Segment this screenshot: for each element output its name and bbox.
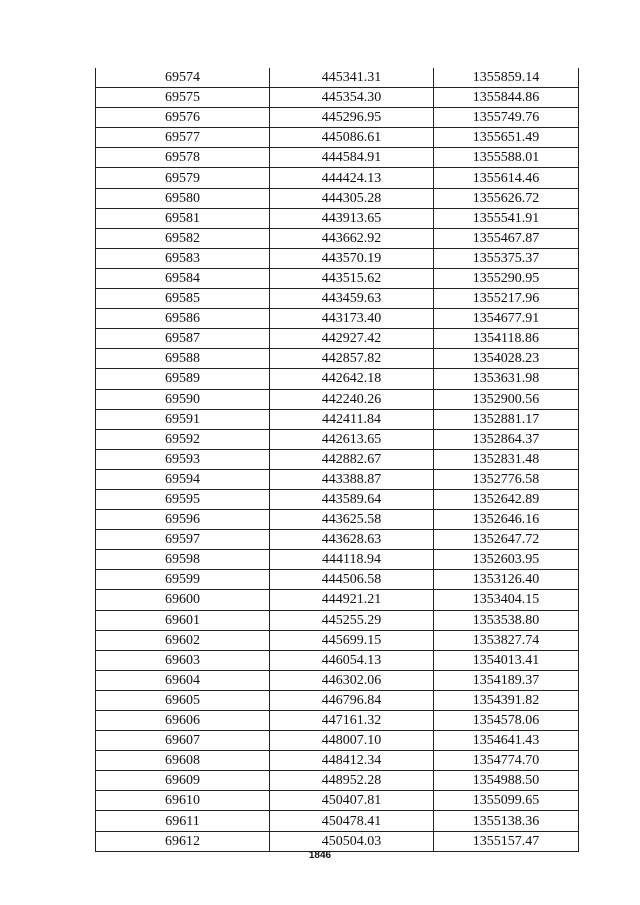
y-coordinate-cell: 1352603.95 — [434, 550, 579, 570]
x-coordinate-cell: 443459.63 — [270, 289, 434, 309]
y-coordinate-cell: 1355290.95 — [434, 268, 579, 288]
point-id-cell: 69576 — [96, 108, 270, 128]
x-coordinate-cell: 446796.84 — [270, 690, 434, 710]
table-row — [96, 610, 579, 630]
x-coordinate-cell: 443388.87 — [270, 469, 434, 489]
point-id-cell: 69608 — [96, 751, 270, 771]
coordinates-table-body — [96, 68, 579, 851]
y-coordinate-cell: 1354578.06 — [434, 711, 579, 731]
y-coordinate-cell: 1352900.56 — [434, 389, 579, 409]
table-row — [96, 469, 579, 489]
x-coordinate-cell: 443173.40 — [270, 309, 434, 329]
table-row — [96, 88, 579, 108]
table-row — [96, 68, 579, 88]
y-coordinate-cell: 1352864.37 — [434, 429, 579, 449]
table-row — [96, 228, 579, 248]
point-id-cell: 69603 — [96, 650, 270, 670]
point-id-cell: 69611 — [96, 811, 270, 831]
x-coordinate-cell: 443570.19 — [270, 248, 434, 268]
x-coordinate-cell: 442642.18 — [270, 369, 434, 389]
point-id-cell: 69602 — [96, 630, 270, 650]
point-id-cell: 69574 — [96, 68, 270, 88]
y-coordinate-cell: 1354641.43 — [434, 731, 579, 751]
x-coordinate-cell: 444305.28 — [270, 188, 434, 208]
point-id-cell: 69588 — [96, 349, 270, 369]
y-coordinate-cell: 1354988.50 — [434, 771, 579, 791]
y-coordinate-cell: 1352776.58 — [434, 469, 579, 489]
y-coordinate-cell: 1355157.47 — [434, 831, 579, 851]
table-row — [96, 268, 579, 288]
x-coordinate-cell: 445086.61 — [270, 128, 434, 148]
point-id-cell: 69585 — [96, 289, 270, 309]
table-row — [96, 630, 579, 650]
y-coordinate-cell: 1355588.01 — [434, 148, 579, 168]
table-row — [96, 510, 579, 530]
y-coordinate-cell: 1355467.87 — [434, 228, 579, 248]
x-coordinate-cell: 445296.95 — [270, 108, 434, 128]
y-coordinate-cell: 1355099.65 — [434, 791, 579, 811]
x-coordinate-cell: 445341.31 — [270, 68, 434, 88]
table-row — [96, 550, 579, 570]
y-coordinate-cell: 1354677.91 — [434, 309, 579, 329]
y-coordinate-cell: 1353404.15 — [434, 590, 579, 610]
table-row — [96, 650, 579, 670]
table-row — [96, 791, 579, 811]
table-row — [96, 670, 579, 690]
table-row — [96, 349, 579, 369]
point-id-cell: 69578 — [96, 148, 270, 168]
point-id-cell: 69594 — [96, 469, 270, 489]
x-coordinate-cell: 443625.58 — [270, 510, 434, 530]
point-id-cell: 69581 — [96, 208, 270, 228]
point-id-cell: 69587 — [96, 329, 270, 349]
x-coordinate-cell: 444424.13 — [270, 168, 434, 188]
y-coordinate-cell: 1354391.82 — [434, 690, 579, 710]
x-coordinate-cell: 443589.64 — [270, 489, 434, 509]
x-coordinate-cell: 442857.82 — [270, 349, 434, 369]
point-id-cell: 69600 — [96, 590, 270, 610]
table-row — [96, 590, 579, 610]
point-id-cell: 69595 — [96, 489, 270, 509]
y-coordinate-cell: 1352646.16 — [434, 510, 579, 530]
y-coordinate-cell: 1355138.36 — [434, 811, 579, 831]
y-coordinate-cell: 1355749.76 — [434, 108, 579, 128]
y-coordinate-cell: 1353631.98 — [434, 369, 579, 389]
x-coordinate-cell: 443913.65 — [270, 208, 434, 228]
y-coordinate-cell: 1355859.14 — [434, 68, 579, 88]
table-row — [96, 248, 579, 268]
x-coordinate-cell: 444506.58 — [270, 570, 434, 590]
table-row — [96, 811, 579, 831]
table-row — [96, 570, 579, 590]
y-coordinate-cell: 1355614.46 — [434, 168, 579, 188]
table-row — [96, 489, 579, 509]
y-coordinate-cell: 1354189.37 — [434, 670, 579, 690]
y-coordinate-cell: 1352642.89 — [434, 489, 579, 509]
point-id-cell: 69591 — [96, 409, 270, 429]
point-id-cell: 69598 — [96, 550, 270, 570]
point-id-cell: 69584 — [96, 268, 270, 288]
table-row — [96, 329, 579, 349]
table-row — [96, 711, 579, 731]
table-row — [96, 188, 579, 208]
x-coordinate-cell: 443515.62 — [270, 268, 434, 288]
y-coordinate-cell: 1355844.86 — [434, 88, 579, 108]
point-id-cell: 69582 — [96, 228, 270, 248]
x-coordinate-cell: 442927.42 — [270, 329, 434, 349]
table-row — [96, 771, 579, 791]
x-coordinate-cell: 448952.28 — [270, 771, 434, 791]
x-coordinate-cell: 442240.26 — [270, 389, 434, 409]
table-row — [96, 731, 579, 751]
point-id-cell: 69605 — [96, 690, 270, 710]
point-id-cell: 69577 — [96, 128, 270, 148]
table-row — [96, 369, 579, 389]
x-coordinate-cell: 450504.03 — [270, 831, 434, 851]
table-row — [96, 128, 579, 148]
table-row — [96, 168, 579, 188]
point-id-cell: 69599 — [96, 570, 270, 590]
point-id-cell: 69606 — [96, 711, 270, 731]
point-id-cell: 69609 — [96, 771, 270, 791]
point-id-cell: 69583 — [96, 248, 270, 268]
x-coordinate-cell: 443628.63 — [270, 530, 434, 550]
y-coordinate-cell: 1355375.37 — [434, 248, 579, 268]
y-coordinate-cell: 1352647.72 — [434, 530, 579, 550]
y-coordinate-cell: 1353538.80 — [434, 610, 579, 630]
point-id-cell: 69579 — [96, 168, 270, 188]
point-id-cell: 69586 — [96, 309, 270, 329]
x-coordinate-cell: 446054.13 — [270, 650, 434, 670]
x-coordinate-cell: 444584.91 — [270, 148, 434, 168]
table-row — [96, 108, 579, 128]
table-row — [96, 409, 579, 429]
point-id-cell: 69612 — [96, 831, 270, 851]
table-row — [96, 690, 579, 710]
x-coordinate-cell: 444118.94 — [270, 550, 434, 570]
table-row — [96, 429, 579, 449]
y-coordinate-cell: 1355626.72 — [434, 188, 579, 208]
page-number: 1846 — [308, 850, 332, 861]
y-coordinate-cell: 1355217.96 — [434, 289, 579, 309]
x-coordinate-cell: 445354.30 — [270, 88, 434, 108]
table-row — [96, 148, 579, 168]
point-id-cell: 69589 — [96, 369, 270, 389]
point-id-cell: 69592 — [96, 429, 270, 449]
y-coordinate-cell: 1354774.70 — [434, 751, 579, 771]
x-coordinate-cell: 448007.10 — [270, 731, 434, 751]
x-coordinate-cell: 442411.84 — [270, 409, 434, 429]
table-row — [96, 831, 579, 851]
y-coordinate-cell: 1353827.74 — [434, 630, 579, 650]
point-id-cell: 69610 — [96, 791, 270, 811]
table-row — [96, 449, 579, 469]
y-coordinate-cell: 1355541.91 — [434, 208, 579, 228]
x-coordinate-cell: 446302.06 — [270, 670, 434, 690]
x-coordinate-cell: 450407.81 — [270, 791, 434, 811]
point-id-cell: 69596 — [96, 510, 270, 530]
table-row — [96, 309, 579, 329]
y-coordinate-cell: 1352831.48 — [434, 449, 579, 469]
y-coordinate-cell: 1354013.41 — [434, 650, 579, 670]
point-id-cell: 69607 — [96, 731, 270, 751]
y-coordinate-cell: 1354028.23 — [434, 349, 579, 369]
x-coordinate-cell: 445699.15 — [270, 630, 434, 650]
point-id-cell: 69601 — [96, 610, 270, 630]
x-coordinate-cell: 447161.32 — [270, 711, 434, 731]
x-coordinate-cell: 444921.21 — [270, 590, 434, 610]
table-row — [96, 208, 579, 228]
x-coordinate-cell: 448412.34 — [270, 751, 434, 771]
coordinates-table — [95, 68, 579, 852]
point-id-cell: 69604 — [96, 670, 270, 690]
x-coordinate-cell: 443662.92 — [270, 228, 434, 248]
table-row — [96, 289, 579, 309]
point-id-cell: 69597 — [96, 530, 270, 550]
x-coordinate-cell: 442613.65 — [270, 429, 434, 449]
point-id-cell: 69590 — [96, 389, 270, 409]
x-coordinate-cell: 450478.41 — [270, 811, 434, 831]
table-row — [96, 530, 579, 550]
table-row — [96, 389, 579, 409]
point-id-cell: 69580 — [96, 188, 270, 208]
y-coordinate-cell: 1352881.17 — [434, 409, 579, 429]
table-row — [96, 751, 579, 771]
point-id-cell: 69575 — [96, 88, 270, 108]
y-coordinate-cell: 1354118.86 — [434, 329, 579, 349]
x-coordinate-cell: 442882.67 — [270, 449, 434, 469]
y-coordinate-cell: 1355651.49 — [434, 128, 579, 148]
x-coordinate-cell: 445255.29 — [270, 610, 434, 630]
y-coordinate-cell: 1353126.40 — [434, 570, 579, 590]
point-id-cell: 69593 — [96, 449, 270, 469]
